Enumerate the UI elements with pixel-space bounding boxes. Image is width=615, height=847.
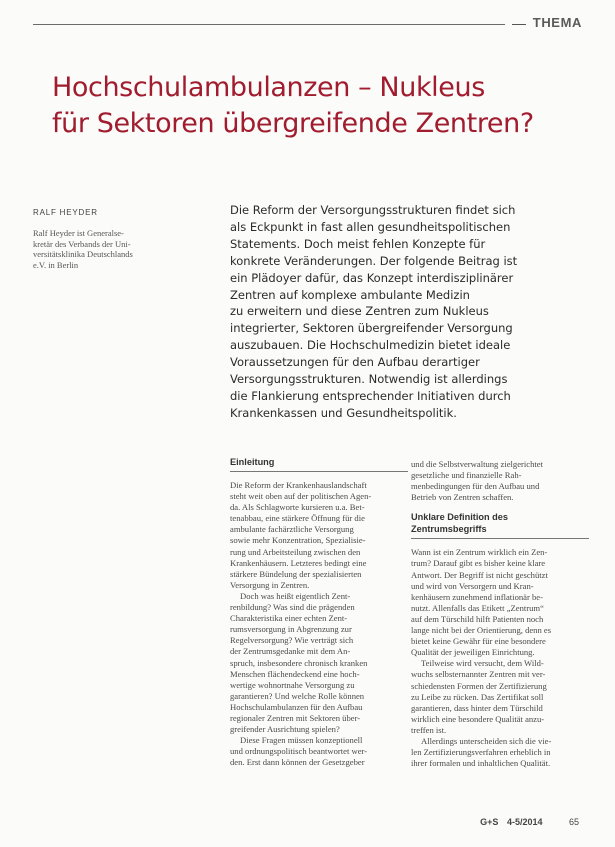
article-title [52,70,592,142]
lead-line: zu erweitern und diese Zentren zum Nukleus [230,304,489,319]
bio-line: Ralf Heyder ist Generalse- [33,228,124,238]
lead-line: Versorgungsstrukturen. Notwendig ist allerdings [230,372,508,387]
body-line: auf dem Türschild hilft Patienten noch [411,613,544,624]
body-line: da. Als Schlagworte kursieren u.a. Bet- [230,502,365,513]
body-line: sowie mehr Konzentration, Spezialisie- [230,535,366,546]
body-line: schiedensten Formen der Zertifizierung [411,680,547,691]
body-line: und die Selbstverwaltung zielgerichtet [411,459,543,469]
lead-line: auszubauen. Die Hochschulmedizin bietet ideale [230,338,511,353]
body-line: Versorgung in Zentren. [230,579,310,590]
body-line: Allerdings unterscheiden sich die vie- [421,735,552,746]
body-line: und ordnungspolitisch beantwortet wer- [230,746,368,757]
body-line: Doch was heißt eigentlich Zent- [240,590,351,601]
body-line: Diese Fragen müssen konzeptionell [240,735,363,746]
body-line: Antwort. Der Begriff ist nicht geschützt [411,569,548,580]
body-line: stärkere Bündelung der spezialisierten [230,568,362,579]
body-line: len Zertifizierungsverfahren erheblich in [411,747,551,758]
body-line: zu Leibe zu rücken. Das Zertifikat soll [411,691,544,702]
lead-line: Statements. Doch meist fehlen Konzepte für [230,236,486,251]
lead-line: Zentren auf komplexe ambulante Medizin [230,287,470,302]
body-line: bietet keine Gewähr für eine besondere [411,636,546,647]
heading-line: Unklare Definition des [411,512,508,523]
right-column [411,459,589,769]
body-line: wuchs selbsternannter Zentren mit ver- [411,669,546,680]
bio-line: e.V. in Berlin [33,259,79,270]
body-line: ambulante fachärztliche Versorgung [230,524,354,535]
title-line: Hochschulambulanzen – Nukleus [52,72,485,103]
author-bio [33,228,193,270]
body-line: Krankenhäusern. Letzteres bedingt eine [230,557,367,568]
bio-line: kretär des Verbands der Uni- [33,238,131,249]
body-line: Qualität der jeweiligen Einrichtung. [411,647,535,658]
lead-line: Krankenkassen und Gesundheitspolitik. [230,405,457,420]
section-heading: Einleitung [230,457,275,467]
publication-name: G+S [480,817,499,827]
body-line: tenabbau, eine stärkere Öffnung für die [230,513,365,524]
body-line: rumsversorgung in Abgrenzung zur [230,624,352,635]
page-footer [480,817,579,827]
body-line: garantieren? Und welche Rolle können [230,690,365,701]
body-line: trum? Darauf gibt es bisher keine klare [411,558,546,569]
body-line: renbildung? Was sind die prägenden [230,602,355,613]
right-column-intro [411,459,589,503]
body-line: Hochschulambulanzen für den Aufbau [230,701,363,712]
body-line: Menschen flächendeckend eine hoch- [230,668,360,679]
lead-line: konkrete Veränderungen. Der folgende Beitrag ist [230,253,518,268]
body-line: lange nicht bei der Orientierung, denn es [411,625,552,636]
header-rule [33,24,505,25]
lead-line: ein Plädoyer dafür, das Konzept interdisziplinärer [230,270,514,285]
body-line: der Zentrumsgedanke mit dem An- [230,646,351,657]
body-line: Regelversorgung? Wie verträgt sich [230,635,354,646]
section-label: THEMA [532,15,582,30]
body-line: kenhäusern zunehmend inflationär be- [411,591,543,602]
body-line: und wird von Versorgern und Kran- [411,580,534,591]
body-line: rung und Arbeitsteilung zwischen den [230,546,361,557]
section-heading [411,511,589,535]
left-column-body [230,480,408,768]
lead-line: die Flankierung entsprechender Initiativen durch [230,388,511,403]
body-line: wirklich eine besondere Qualität anzu- [411,713,545,724]
title-line: für Sektoren übergreifende Zentren? [52,108,534,139]
lead-paragraph [230,202,590,422]
lead-line: integrierter, Sektoren übergreifender Versorgung [230,321,513,336]
body-line: regionaler Zentren mit Sektoren über- [230,712,361,723]
body-line: treffen ist. [411,724,447,735]
body-line: Teilweise wird versucht, dem Wild- [421,658,544,669]
right-column-body [411,547,589,769]
lead-line: als Eckpunkt in fast allen gesundheitspolitischen [230,219,511,234]
body-line: garantieren, dass hinter dem Türschild [411,702,543,713]
heading-line: Zentrumsbegriffs [411,524,487,535]
section-marker [512,24,526,25]
body-line: spruch, insbesondere chronisch kranken [230,657,368,668]
body-line: ihrer formalen und inhaltlichen Qualität. [411,758,551,769]
body-line: Die Reform der Krankenhauslandschaft [230,480,367,490]
lead-line: Die Reform der Versorgungsstrukturen findet sich [230,203,516,217]
lead-line: Voraussetzungen für den Aufbau derartiger [230,355,480,370]
body-line: Wann ist ein Zentrum wirklich ein Zen- [411,547,548,558]
issue-number: 4-5/2014 [506,817,543,827]
body-line: Betrieb von Zentren schaffen. [411,492,514,503]
page-number: 65 [568,817,579,827]
left-column [230,456,408,768]
bio-line: versitätsklinika Deutschlands [33,249,133,260]
body-line: steht weit oben auf der politischen Agen- [230,491,372,502]
body-line: greifender Ausrichtung spielen? [230,724,340,735]
heading-rule [411,538,589,539]
author-name: RALF HEYDER [33,208,98,217]
body-line: den. Erst dann können der Gesetzgeber [230,757,365,768]
body-line: gesetzliche und finanzielle Rah- [411,470,522,481]
body-line: menbedingungen für den Aufbau und [411,481,540,492]
body-line: wertige wohnortnahe Versorgung zu [230,679,355,690]
heading-rule [230,471,408,472]
body-line: Charakteristika einer echten Zent- [230,613,348,624]
body-line: nutzt. Allenfalls das Etikett „Zentrum“ [411,602,544,613]
